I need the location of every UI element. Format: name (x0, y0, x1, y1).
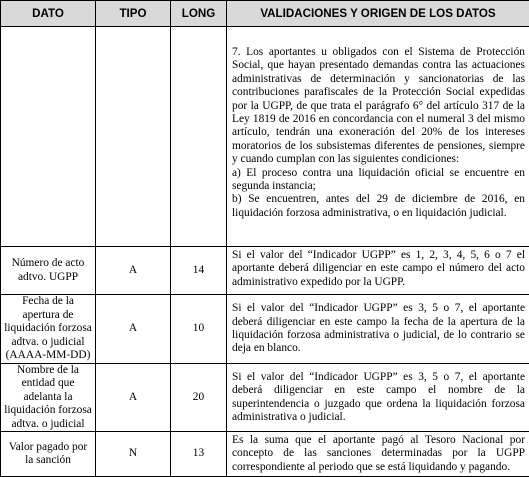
cell-long (171, 27, 227, 247)
cell-dato: Valor pagado por la sanción (1, 432, 96, 477)
cell-long: 10 (171, 295, 227, 364)
paragraph-condicion-a: a) El proceso contra una liquidación oficial se encuentre en segunda instancia; (232, 167, 525, 194)
cell-dato: Número de acto adtvo. UGPP (1, 247, 96, 295)
cell-tipo: N (96, 432, 171, 477)
header-tipo: TIPO (96, 1, 171, 27)
cell-validaciones (227, 364, 529, 432)
header-validaciones: VALIDACIONES Y ORIGEN DE LOS DATOS (227, 1, 529, 27)
table-row (1, 364, 529, 432)
cell-validaciones (227, 432, 529, 477)
cell-validaciones (227, 295, 529, 364)
table-row (1, 295, 529, 364)
cell-long: 14 (171, 247, 227, 295)
paragraph-validacion: Si el valor del “Indicador UGPP” es 3, 5 o 7, el aportante deberá diligenciar en este campo el nombre de la superintendencia o juzgado que ordena la liquidación forzosa administrativa o judicial. (232, 371, 525, 425)
cell-validaciones (227, 247, 529, 295)
table-row (1, 247, 529, 295)
table-row (1, 432, 529, 477)
header-row (1, 1, 529, 27)
cell-dato: Nombre de la entidad que adelanta la liquidación forzosa adtva. o judicial (1, 364, 96, 432)
header-long: LONG (171, 1, 227, 27)
table-row (1, 27, 529, 247)
paragraph-validacion: Es la suma que el aportante pagó al Tesoro Nacional por concepto de las sanciones determinadas por la UGPP correspondiente al periodo que se está liquidando y pagando. (232, 434, 525, 474)
cell-long: 20 (171, 364, 227, 432)
header-dato: DATO (1, 1, 96, 27)
paragraph-condicion-b: b) Se encuentren, antes del 29 de diciembre de 2016, en liquidación forzosa administrativa, o en liquidación judicial. (232, 193, 525, 220)
cell-dato (1, 27, 96, 247)
cell-validaciones (227, 27, 529, 247)
cell-tipo (96, 27, 171, 247)
cell-dato: Fecha de la apertura de liquidación forzosa adtva. o judicial (AAAA-MM-DD) (1, 295, 96, 364)
cell-tipo: A (96, 364, 171, 432)
paragraph-validacion: Si el valor del “Indicador UGPP” es 1, 2, 3, 4, 5, 6 o 7 el aportante deberá diligenciar en este campo el número del acto administrativo expedido por la UGPP. (232, 249, 525, 289)
paragraph-exoneracion: 7. Los aportantes u obligados con el Sistema de Protección Social, que hayan presentado demandas contra las actuaciones administrativas de determinación y sancionatorias de las contribuciones parafiscales de la Protección Social expedidas por la UGPP, de que trata el parágrafo 6° del artículo 317 de la Ley 1819 de 2016 en concordancia con el numeral 3 del mismo artículo, tendrán una exoneración del 20% de los intereses moratorios de los subsistemas diferentes de pensiones, siempre y cuando cumplan con las siguientes condiciones: (232, 46, 525, 167)
cell-tipo: A (96, 247, 171, 295)
cell-long: 13 (171, 432, 227, 477)
cell-tipo: A (96, 295, 171, 364)
paragraph-validacion: Si el valor del “Indicador UGPP” es 3, 5 o 7, el aportante deberá diligenciar en este campo la fecha de la apertura de la liquidación forzosa administrativa o judicial, de lo contrario se deja en blanco. (232, 302, 525, 356)
